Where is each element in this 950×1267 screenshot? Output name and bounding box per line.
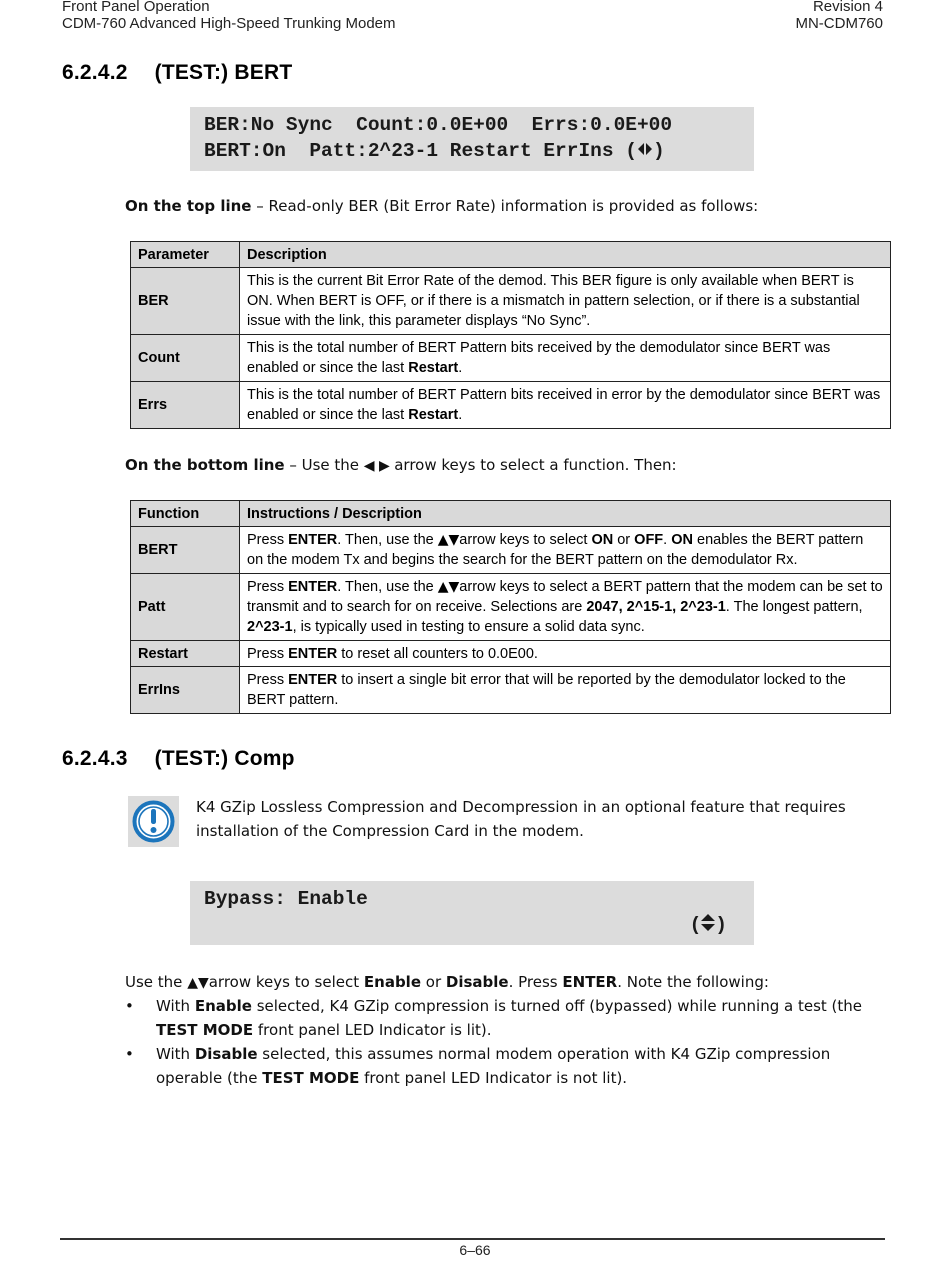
table-header-row [131,501,891,527]
bottom-line-intro: On the bottom line – Use the ◀ ▶ arrow keys to select a function. Then: [125,456,677,474]
list-item: • With Disable selected, this assumes normal modem operation with K4 GZip compression operable (the TEST MODE front panel LED Indicator is not lit). [125,1042,887,1090]
header-revision: Revision 4 [812,0,883,15]
section-heading-comp [62,747,295,771]
up-down-arrows-icon: ▲▼ [437,532,460,548]
table-row [131,667,891,714]
column-header: Instructions / Description [240,501,891,527]
lcd-line-1: Bypass: Enable [204,888,368,910]
section-number: 6.2.4.3 [62,747,128,770]
table-row [131,527,891,574]
function-description: Press ENTER to insert a single bit error that will be reported by the demodulator locked to the BERT pattern. [240,667,891,714]
table-header-row [131,242,891,268]
header-product: CDM-760 Advanced High-Speed Trunking Modem [62,15,396,32]
list-item: • With Enable selected, K4 GZip compression is turned off (bypassed) while running a test (the TEST MODE front panel LED Indicator is lit). [125,994,887,1042]
section-heading-bert [62,61,292,85]
left-right-arrow-icons: ◀ ▶ [363,458,395,474]
important-note-icon [128,796,179,847]
table-row [131,382,891,429]
parameter-table [130,241,891,429]
param-name: Count [131,335,240,382]
column-header: Description [240,242,891,268]
section-title: (TEST:) Comp [154,747,295,770]
function-name: Patt [131,574,240,641]
up-down-arrows-icon: ▲▼ [187,975,209,991]
up-down-arrows-icon [701,914,715,932]
up-down-arrows-icon: ▲▼ [437,579,460,595]
table-row [131,574,891,641]
comp-instructions: Use the ▲▼arrow keys to select Enable or Disable. Press ENTER. Note the following: [125,973,769,991]
section-number: 6.2.4.2 [62,61,128,84]
page-number: 6–66 [459,1242,491,1258]
column-header: Function [131,501,240,527]
lcd-display-comp [190,881,754,945]
footer-rule [60,1238,885,1240]
lcd-line-1: BER:No Sync Count:0.0E+00 Errs:0.0E+00 [204,114,673,136]
compression-note: K4 GZip Lossless Compression and Decompression in an optional feature that requires installation of the Compression Card in the modem. [196,798,846,840]
header-chapter: Front Panel Operation [62,0,210,15]
running-header-left [62,0,396,32]
function-table [130,500,891,714]
param-description: This is the current Bit Error Rate of the demod. This BER figure is only available when BERT is ON. When BERT is OFF, or if there is a mismatch in pattern selection, or if there is a substantial issue with the link, this parameter displays “No Sync”. [240,268,891,335]
table-row [131,268,891,335]
lcd-line-2: BERT:On Patt:2^23-1 Restart ErrIns ( ) [204,140,665,162]
function-name: ErrIns [131,667,240,714]
param-description: This is the total number of BERT Pattern bits received by the demodulator since BERT was enabled or since the last Restart. [240,335,891,382]
param-name: Errs [131,382,240,429]
section-title: (TEST:) BERT [154,61,293,84]
running-header-right [795,0,883,32]
table-row [131,641,891,667]
param-description: This is the total number of BERT Pattern bits received in error by the demodulator since BERT was enabled or since the last Restart. [240,382,891,429]
param-name: BER [131,268,240,335]
left-right-arrows-icon [637,141,653,157]
function-description: Press ENTER. Then, use the ▲▼arrow keys to select a BERT pattern that the modem can be set to transmit and to search for on receive. Selections are 2047, 2^15-1, 2^23-1. The longest pattern, 2^23-1, is typically used in testing to ensure a solid data sync. [240,574,891,641]
top-line-intro: On the top line – Read-only BER (Bit Error Rate) information is provided as follows: [125,197,759,215]
function-name: BERT [131,527,240,574]
lcd-display-bert [190,107,754,171]
function-name: Restart [131,641,240,667]
function-description: Press ENTER. Then, use the ▲▼arrow keys to select ON or OFF. ON enables the BERT pattern on the modem Tx and begins the search for the BERT pattern on the demodulator Rx. [240,527,891,574]
comp-bullet-list [125,994,887,1090]
column-header: Parameter [131,242,240,268]
header-doc-number: MN-CDM760 [795,15,883,32]
lcd-line-2: ( ) [689,914,727,936]
table-row [131,335,891,382]
function-description: Press ENTER to reset all counters to 0.0E00. [240,641,891,667]
